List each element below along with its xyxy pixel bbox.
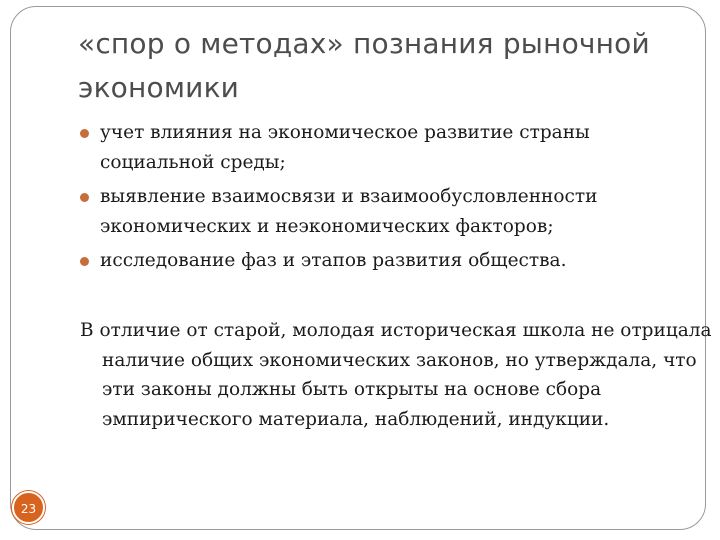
- bullet-text-2: выявление взаимосвязи и взаимообусловленности экономических и неэкономических факторов;: [100, 186, 598, 237]
- bullet-list: [78, 118, 688, 280]
- bullet-dot-icon: [80, 129, 89, 138]
- slide-title: «спор о методах» познания рыночной экономики: [78, 27, 650, 104]
- bullet-dot-icon: [80, 257, 89, 266]
- bullet-item-2: [78, 182, 688, 242]
- bullet-dot-icon: [80, 193, 89, 202]
- slide-number-badge: 23: [12, 491, 45, 524]
- bullet-text-1: учет влияния на экономическое развитие страны социальной среды;: [100, 122, 590, 173]
- bullet-text-3: исследование фаз и этапов развития общества.: [100, 250, 567, 271]
- body-paragraph: В отличие от старой, молодая историческая школа не отрицала наличие общих экономических законов, но утверждала, что эти законы должны быть открыты на основе сбора эмпирического материала, наблюдений, индукции.: [80, 320, 712, 430]
- bullet-item-3: [78, 246, 688, 276]
- bullet-item-1: [78, 118, 688, 178]
